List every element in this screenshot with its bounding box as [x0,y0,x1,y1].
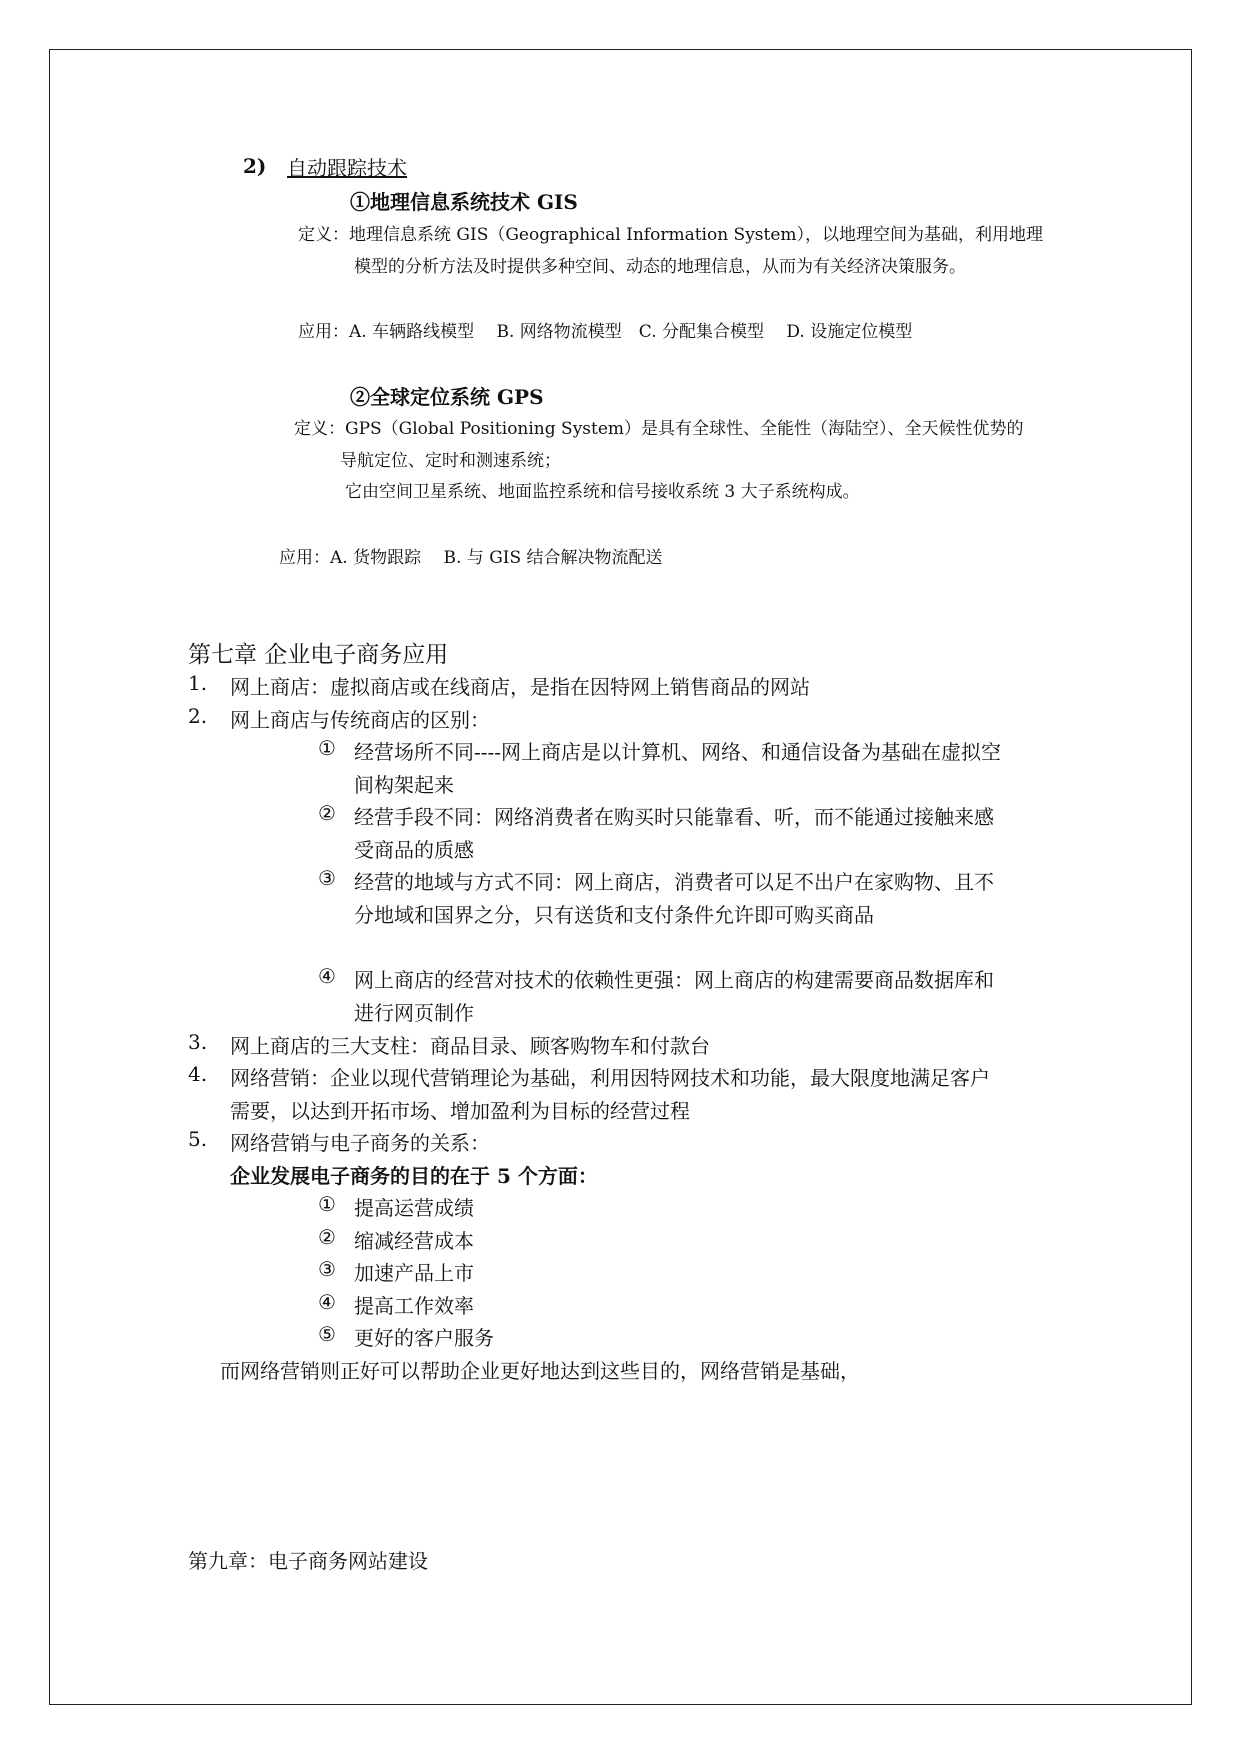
item2-number: 2. [188,704,208,728]
chapter9-title: 第九章：电子商务网站建设 [188,1549,428,1573]
gps-applications: 应用：A. 货物跟踪 B. 与 GIS 结合解决物流配送 [279,548,663,568]
item4-line2: 需要，以达到开拓市场、增加盈利为目标的经营过程 [230,1099,690,1123]
purpose-4: 提高工作效率 [354,1294,474,1318]
purpose-mark-3: ③ [318,1257,336,1281]
item5-number: 5. [188,1127,208,1151]
purpose-mark-1: ① [318,1192,336,1216]
item4-number: 4. [188,1062,208,1086]
diff-2-line1: 经营手段不同：网络消费者在购买时只能靠看、听，而不能通过接触来感 [354,805,994,829]
purpose-3: 加速产品上市 [354,1261,474,1285]
purpose-mark-5: ⑤ [318,1322,336,1346]
conclusion-text: 而网络营销则正好可以帮助企业更好地达到这些目的，网络营销是基础， [220,1359,860,1383]
diff-3-line1: 经营的地域与方式不同：网上商店，消费者可以足不出户在家购物、且不 [354,870,994,894]
purpose-1: 提高运营成绩 [354,1196,474,1220]
item1-number: 1. [188,671,208,695]
diff-4-line2: 进行网页制作 [354,1001,474,1025]
item5-text: 网络营销与电子商务的关系： [230,1131,490,1155]
item1-text: 网上商店：虚拟商店或在线商店，是指在因特网上销售商品的网站 [230,675,810,699]
purpose-heading: 企业发展电子商务的目的在于 5 个方面： [230,1164,598,1188]
section-title: 自动跟踪技术 [287,156,407,180]
purpose-mark-4: ④ [318,1290,336,1314]
gis-definition-line1: 定义：地理信息系统 GIS（Geographical Information System），以地理空间为基础，利用地理 [298,225,1044,245]
diff-4-line1: 网上商店的经营对技术的依赖性更强：网上商店的构建需要商品数据库和 [354,968,994,992]
section-number: 2) [243,154,267,178]
gps-definition-line3: 它由空间卫星系统、地面监控系统和信号接收系统 3 大子系统构成。 [345,482,860,502]
diff-mark-2: ② [318,801,336,825]
item4-line1: 网络营销：企业以现代营销理论为基础，利用因特网技术和功能，最大限度地满足客户 [230,1066,990,1090]
diff-1-line2: 间构架起来 [354,773,454,797]
diff-1-line1: 经营场所不同----网上商店是以计算机、网络、和通信设备为基础在虚拟空 [354,740,1002,764]
diff-mark-4: ④ [318,964,336,988]
diff-mark-1: ① [318,736,336,760]
gps-definition-line1: 定义：GPS（Global Positioning System）是具有全球性、全能性（海陆空）、全天候性优势的 [294,419,1024,439]
chapter7-title: 第七章 企业电子商务应用 [188,642,449,668]
purpose-mark-2: ② [318,1225,336,1249]
item3-number: 3. [188,1030,208,1054]
diff-3-line2: 分地域和国界之分，只有送货和支付条件允许即可购买商品 [354,903,874,927]
gps-definition-line2: 导航定位、定时和测速系统； [340,451,561,471]
purpose-5: 更好的客户服务 [354,1326,494,1350]
gis-heading: ①地理信息系统技术 GIS [350,190,578,214]
gis-applications: 应用：A. 车辆路线模型 B. 网络物流模型 C. 分配集合模型 D. 设施定位模型 [298,322,913,342]
item2-text: 网上商店与传统商店的区别： [230,708,490,732]
gps-heading: ②全球定位系统 GPS [350,385,544,409]
diff-2-line2: 受商品的质感 [354,838,474,862]
gis-definition-line2: 模型的分析方法及时提供多种空间、动态的地理信息，从而为有关经济决策服务。 [354,257,966,277]
item3-text: 网上商店的三大支柱：商品目录、顾客购物车和付款台 [230,1034,710,1058]
diff-mark-3: ③ [318,866,336,890]
purpose-2: 缩减经营成本 [354,1229,474,1253]
